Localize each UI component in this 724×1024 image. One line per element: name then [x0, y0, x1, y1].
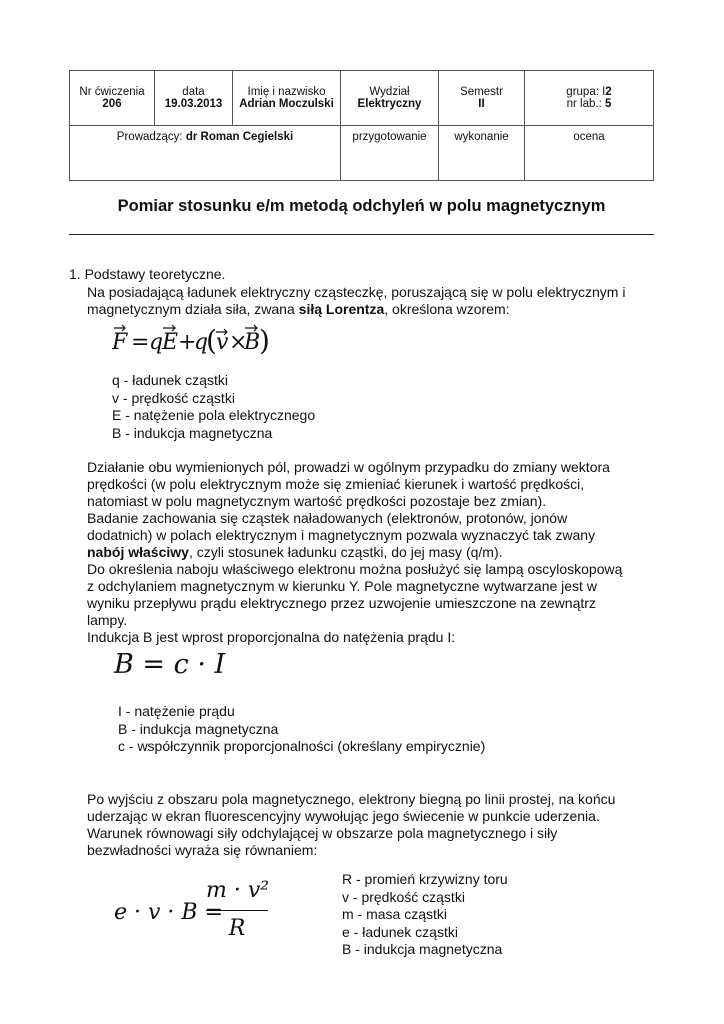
report-header-table: [69, 70, 654, 181]
legend-item: B - indukcja magnetyczna: [112, 424, 273, 441]
date-cell: [155, 71, 233, 126]
paragraph-line: z odchylaniem magnetycznym w kierunku Y. Pole magnetyczne wytwarzane jest w: [87, 578, 597, 594]
document-title: Pomiar stosunku e/m metodą odchyleń w polu magnetycznym: [117, 197, 606, 215]
date-label: data: [182, 86, 205, 98]
paragraph-line: uderzając w ekran fluorescencyjny wywołując jego świecenie w punkcie uderzenia.: [87, 808, 600, 824]
lorentz-legend: [112, 372, 315, 442]
faculty-cell: [341, 71, 439, 126]
instructor-cell: [70, 126, 341, 181]
equilibrium-numerator: m · v²: [206, 878, 270, 903]
legend-item: q - ładunek cząstki: [112, 372, 228, 388]
paragraph-line: Warunek równowagi siły odchylającej w obszarze pola magnetycznego i siły: [87, 825, 558, 841]
group-value: 2: [605, 86, 612, 98]
legend-item: v - prędkość cząstki: [342, 888, 465, 905]
student-name: Adrian Moczulski: [239, 98, 334, 110]
paragraph-line: natomiast w polu magnetycznym wartość prędkości pozostaje bez zmian).: [87, 493, 547, 509]
legend-item: E - natężenie pola elektrycznego: [112, 407, 316, 423]
paragraph-line: bezwładności wyraża się równaniem:: [87, 842, 318, 858]
paragraph-line: lampy.: [87, 612, 128, 628]
lorentz-formula: [112, 322, 272, 356]
svg-text:F: F: [112, 330, 128, 355]
preparation-cell: przygotowanie: [341, 126, 439, 181]
legend-item: B - indukcja magnetyczna: [118, 720, 279, 737]
exercise-number: 206: [102, 98, 122, 110]
paragraph-line: prędkości (w polu elektrycznym może się zmieniać kierunek i wartość prędkości,: [87, 476, 585, 492]
svg-text:v: v: [216, 330, 229, 355]
lorentz-formula-graphic: [112, 322, 272, 356]
svg-text:E: E: [162, 330, 179, 355]
svg-text:B: B: [244, 330, 261, 355]
section-heading: 1. Podstawy teoretyczne.: [69, 266, 226, 282]
legend-item: e - ładunek cząstki: [342, 923, 458, 940]
equilibrium-formula-left: e · v · B =: [114, 900, 224, 925]
intro-line-1: Na posiadającą ładunek elektryczny cząsteczkę, poruszającą się w polu elektrycznym i: [87, 284, 626, 300]
svg-text:=: =: [131, 330, 150, 355]
equilibrium-denominator: R: [228, 916, 246, 941]
paragraph-line: Do określenia naboju właściwego elektronu można posłużyć się lampą oscyloskopową: [87, 561, 623, 577]
paragraph-line: Działanie obu wymienionych pól, prowadzi w ogólnym przypadku do zmiany wektora: [87, 459, 610, 475]
instructor-name: dr Roman Cegielski: [185, 131, 294, 143]
semester-value: II: [478, 98, 485, 110]
legend-item: v - prędkość cząstki: [112, 389, 235, 406]
grade-cell: ocena: [525, 126, 654, 181]
paragraph-line: Indukcja B jest wprost proporcjonalna do natężenia prądu I:: [87, 629, 456, 645]
paragraph-line: Badanie zachowania się cząstek naładowanych (elektronów, protonów, jonów: [87, 510, 568, 526]
svg-text:q: q: [194, 330, 209, 355]
group-cell: [525, 71, 654, 126]
fraction-bar: [206, 910, 268, 911]
lorentz-term: siłą Lorentza: [298, 301, 385, 317]
svg-text:+: +: [178, 330, 197, 355]
legend-item: R - promień krzywizny toru: [342, 871, 508, 887]
instructor-label: Prowadzący:: [116, 131, 186, 143]
execution-cell: wykonanie: [439, 126, 525, 181]
semester-label: Semestr: [460, 86, 503, 98]
exercise-number-label: Nr ćwiczenia: [79, 86, 145, 98]
equilibrium-legend: [342, 871, 508, 959]
group-label: grupa: I: [566, 86, 606, 98]
title-divider: [69, 234, 654, 235]
legend-item: I - natężenie prądu: [118, 703, 235, 719]
intro-line-2: magnetycznym działa siła, zwana siłą Lorentza, określona wzorem:: [87, 301, 510, 317]
name-label: Imię i nazwisko: [247, 86, 326, 98]
paragraph-line: Po wyjściu z obszaru pola magnetycznego, elektrony biegną po linii prostej, na końcu: [87, 791, 616, 807]
lab-number-value: 5: [604, 98, 612, 110]
legend-item: c - współczynnik proporcjonalności (określany empirycznie): [118, 738, 486, 754]
lab-number-label: nr lab.:: [566, 98, 605, 110]
paragraph-line: wyniku przepływu prądu elektrycznego przez uzwojenie umieszczone na zewnątrz: [87, 595, 596, 611]
equilibrium-formula: [114, 872, 274, 952]
exercise-number-cell: [70, 71, 155, 126]
svg-text:q: q: [149, 330, 164, 355]
specific-charge-term: nabój właściwy: [87, 544, 189, 560]
date-value: 19.03.2013: [164, 98, 223, 110]
induction-legend: [118, 703, 485, 756]
svg-text:): ): [259, 324, 270, 356]
faculty-value: Elektryczny: [357, 98, 422, 110]
svg-text:(: (: [206, 324, 217, 356]
induction-formula: B = c · I: [114, 649, 226, 680]
legend-item: B - indukcja magnetyczna: [342, 941, 503, 957]
semester-cell: [439, 71, 525, 126]
legend-item: m - masa cząstki: [342, 906, 448, 922]
paragraph-line: nabój właściwy, czyli stosunek ładunku cząstki, do jej masy (q/m).: [87, 544, 503, 560]
paragraph-line: dodatnich) w polach elektrycznym i magnetycznym pozwala wyznaczyć tak zwany: [87, 527, 596, 543]
faculty-label: Wydział: [369, 86, 410, 98]
svg-text:×: ×: [229, 330, 248, 355]
name-cell: [233, 71, 341, 126]
